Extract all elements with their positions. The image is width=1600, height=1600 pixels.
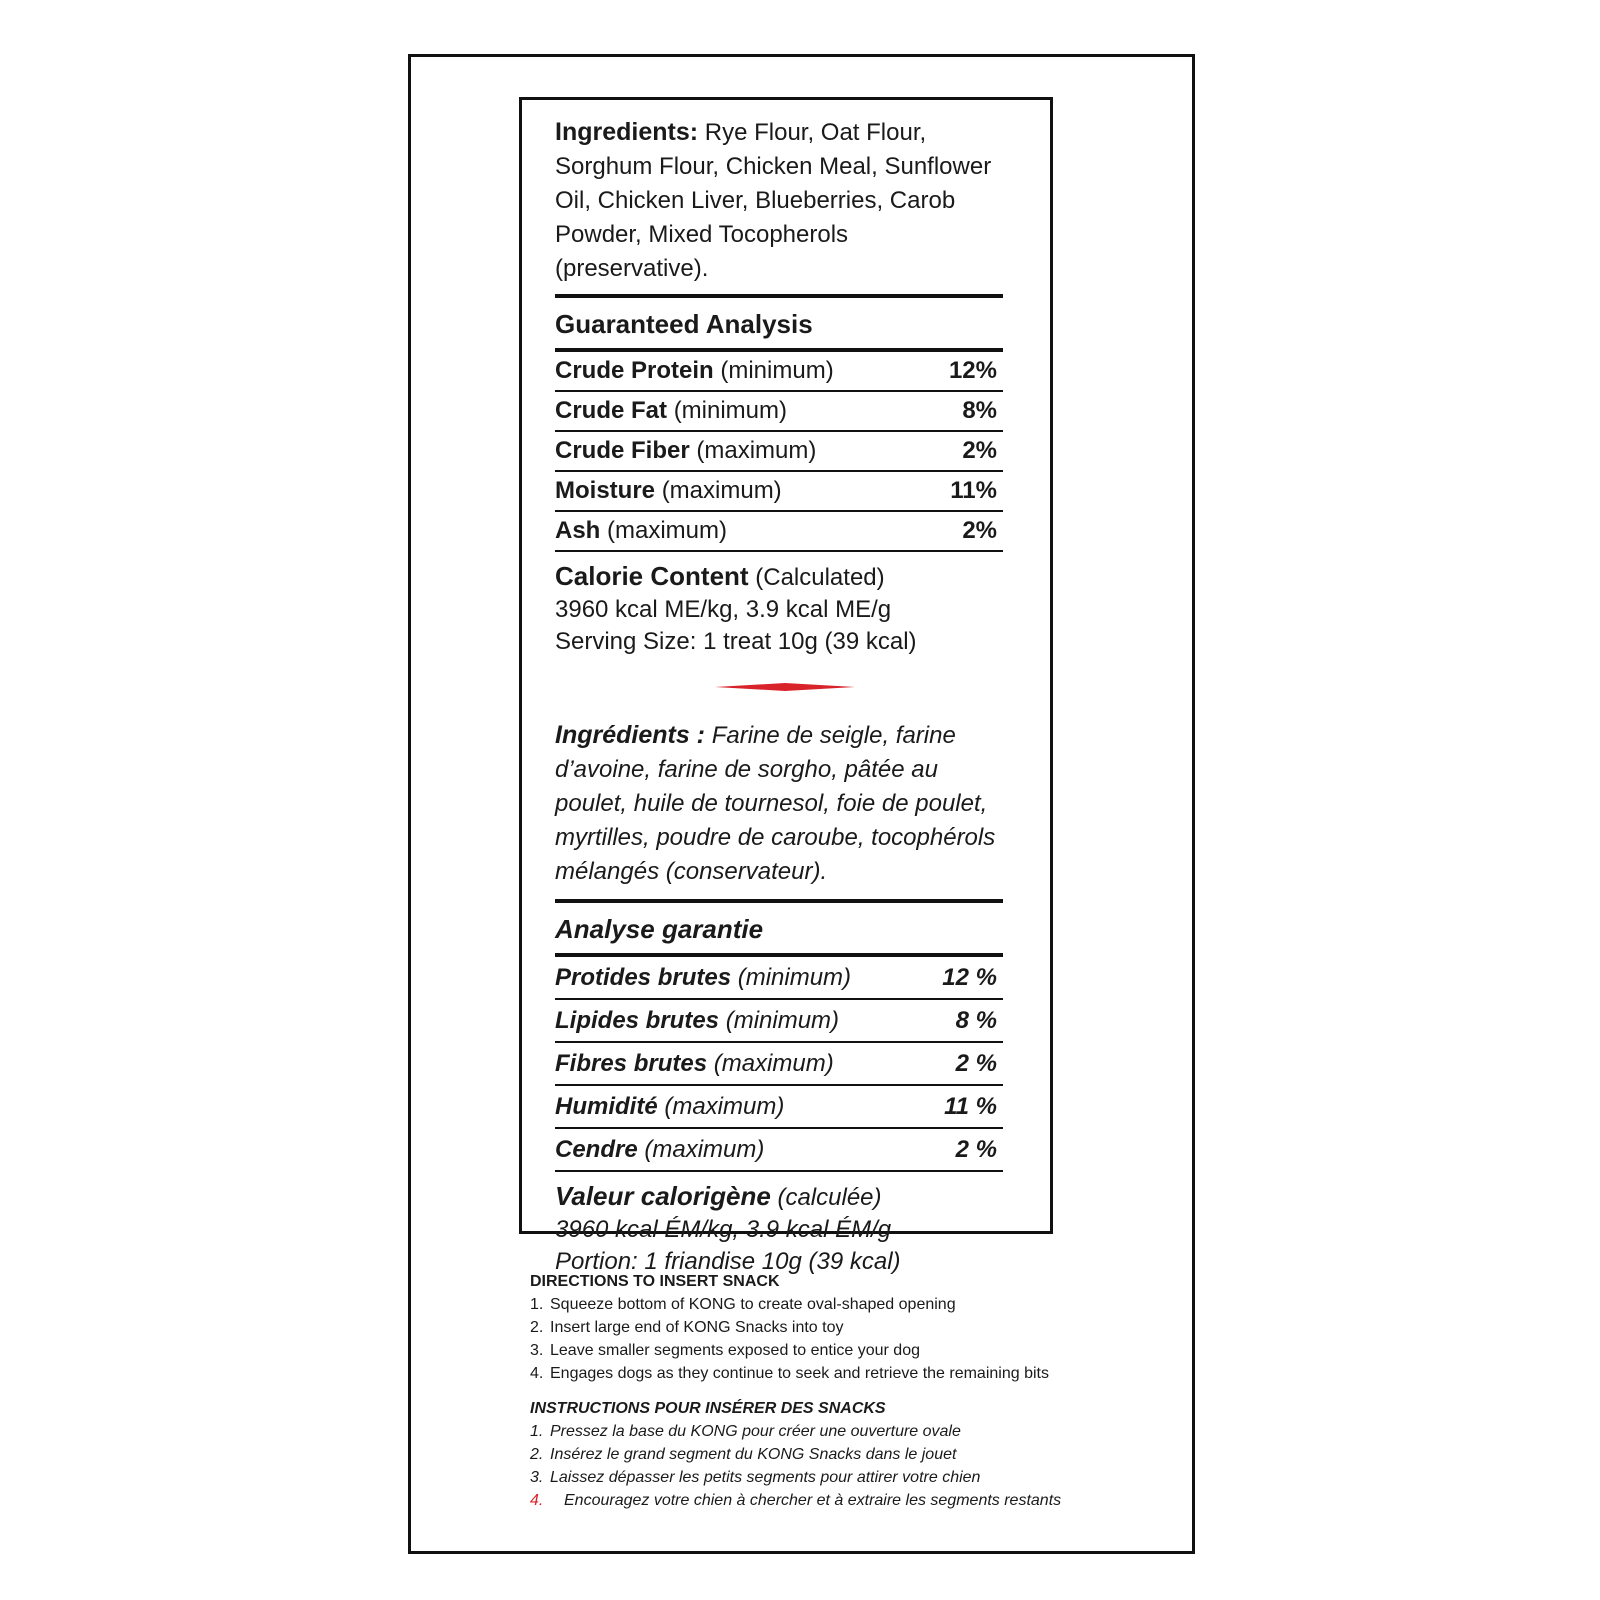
nutrient-value: 11% xyxy=(950,477,997,504)
directions-title-en: DIRECTIONS TO INSERT SNACK xyxy=(530,1273,780,1290)
step-text: Insert large end of KONG Snacks into toy xyxy=(550,1319,844,1336)
step-text: Pressez la base du KONG pour créer une ouverture ovale xyxy=(550,1423,961,1440)
analysis-row xyxy=(555,432,1003,472)
nutrient-name: Crude Protein xyxy=(555,357,714,384)
directions-title-fr: INSTRUCTIONS POUR INSÉRER DES SNACKS xyxy=(530,1400,886,1417)
nutrient-qualifier: (maximum) xyxy=(607,517,728,544)
nutrient-qualifier: (minimum) xyxy=(673,397,788,424)
nutrient-value: 8% xyxy=(962,397,997,424)
step-text: Leave smaller segments exposed to entice your dog xyxy=(550,1342,920,1359)
list-item xyxy=(530,1420,1130,1443)
nutrient-value: 8 % xyxy=(955,1006,997,1034)
calorie-content-fr xyxy=(555,1180,1003,1278)
nutrient-value: 2% xyxy=(962,517,997,544)
nutrient-qualifier: (maximum) xyxy=(661,477,782,504)
serving-size: Serving Size: 1 treat 10g (39 kcal) xyxy=(555,628,917,655)
step-number: 3. xyxy=(530,1342,544,1359)
list-item xyxy=(530,1293,1130,1316)
nutrient-value: 12% xyxy=(948,357,997,384)
calorie-line: 3960 kcal ME/kg, 3.9 kcal ME/g xyxy=(555,596,892,623)
list-item xyxy=(530,1339,1130,1362)
nutrient-qualifier: (minimum) xyxy=(737,963,852,991)
analysis-row xyxy=(555,472,1003,512)
step-number: 2. xyxy=(530,1319,544,1336)
label-content xyxy=(555,115,1003,1278)
list-item xyxy=(530,1489,1130,1512)
nutrient-value: 11 % xyxy=(944,1092,997,1120)
step-text: Engages dogs as they continue to seek and retrieve the remaining bits xyxy=(550,1365,1049,1382)
analysis-row xyxy=(555,512,1003,552)
nutrient-qualifier: (minimum) xyxy=(720,357,834,384)
nutrient-value: 2 % xyxy=(955,1049,997,1077)
nutrient-value: 12 % xyxy=(942,963,997,991)
ingredients-fr-text: Farine de seigle, farine d’avoine, farine de sorgho, pâtée au poulet, huile de tournesol, foie de poulet, myrtilles, poudre de caroube, tocophérols mélangés (conservateur). xyxy=(555,722,996,885)
analysis-table-en xyxy=(555,352,1003,552)
ingredients-en-text: Rye Flour, Oat Flour, Sorghum Flour, Chicken Meal, Sunflower Oil, Chicken Liver, Blueberries, Carob Powder, Mixed Tocopherols (preservative). xyxy=(555,119,992,282)
nutrient-name: Protides brutes xyxy=(555,963,732,991)
step-number: 1. xyxy=(530,1423,544,1440)
nutrient-name: Crude Fat xyxy=(555,397,668,424)
nutrient-name: Crude Fiber xyxy=(555,437,690,464)
analysis-row xyxy=(555,1043,1003,1086)
nutrient-name: Fibres brutes xyxy=(555,1049,708,1077)
serving-size: Portion: 1 friandise 10g (39 kcal) xyxy=(555,1248,901,1275)
analysis-row xyxy=(555,1086,1003,1129)
calorie-qualifier: (calculée) xyxy=(777,1184,882,1211)
calorie-content-en xyxy=(555,560,1003,658)
nutrient-qualifier: (maximum) xyxy=(696,437,817,464)
nutrient-value: 2% xyxy=(962,437,997,464)
directions-list-fr xyxy=(530,1420,1130,1512)
nutrient-qualifier: (maximum) xyxy=(713,1049,834,1077)
analysis-row xyxy=(555,1000,1003,1043)
nutrient-name: Lipides brutes xyxy=(555,1006,720,1034)
nutrient-qualifier: (maximum) xyxy=(664,1092,785,1120)
list-item xyxy=(530,1443,1130,1466)
ingredients-en xyxy=(555,115,1003,286)
ingredients-fr xyxy=(555,718,1003,889)
analysis-table-fr xyxy=(555,957,1003,1172)
directions-fr xyxy=(530,1397,1130,1512)
list-item xyxy=(530,1466,1130,1489)
directions-list-en xyxy=(530,1293,1130,1385)
analysis-row xyxy=(555,1129,1003,1172)
list-item xyxy=(530,1316,1130,1339)
calorie-head: Valeur calorigène xyxy=(555,1181,771,1211)
nutrient-name: Moisture xyxy=(555,477,656,504)
analysis-row xyxy=(555,352,1003,392)
analysis-row xyxy=(555,392,1003,432)
calorie-qualifier: (Calculated) xyxy=(755,564,885,591)
analysis-row xyxy=(555,957,1003,1000)
step-number: 3. xyxy=(530,1469,544,1486)
ingredients-fr-label: Ingrédients : xyxy=(555,721,706,749)
nutrient-name: Cendre xyxy=(555,1135,638,1163)
red-divider xyxy=(555,676,1003,698)
analysis-title-fr: Analyse garantie xyxy=(555,914,764,944)
ingredients-en-label: Ingredients: xyxy=(555,118,699,146)
nutrient-name: Humidité xyxy=(555,1092,658,1120)
step-text: Encouragez votre chien à chercher et à extraire les segments restants xyxy=(564,1492,1062,1509)
nutrient-value: 2 % xyxy=(955,1135,997,1163)
calorie-head: Calorie Content xyxy=(555,561,749,591)
step-text: Squeeze bottom of KONG to create oval-shaped opening xyxy=(550,1296,956,1313)
nutrient-qualifier: (minimum) xyxy=(725,1006,840,1034)
step-number: 2. xyxy=(530,1446,544,1463)
step-number: 4. xyxy=(530,1492,544,1509)
step-number: 1. xyxy=(530,1296,544,1313)
step-number: 4. xyxy=(530,1365,544,1382)
list-item xyxy=(530,1362,1130,1385)
directions xyxy=(530,1270,1130,1512)
analysis-title-en: Guaranteed Analysis xyxy=(555,309,813,339)
step-text: Laissez dépasser les petits segments pour attirer votre chien xyxy=(550,1469,981,1486)
calorie-line: 3960 kcal ÉM/kg, 3.9 kcal ÉM/g xyxy=(555,1216,892,1243)
nutrient-qualifier: (maximum) xyxy=(644,1135,765,1163)
step-text: Insérez le grand segment du KONG Snacks dans le jouet xyxy=(550,1446,957,1463)
nutrient-name: Ash xyxy=(555,517,601,544)
